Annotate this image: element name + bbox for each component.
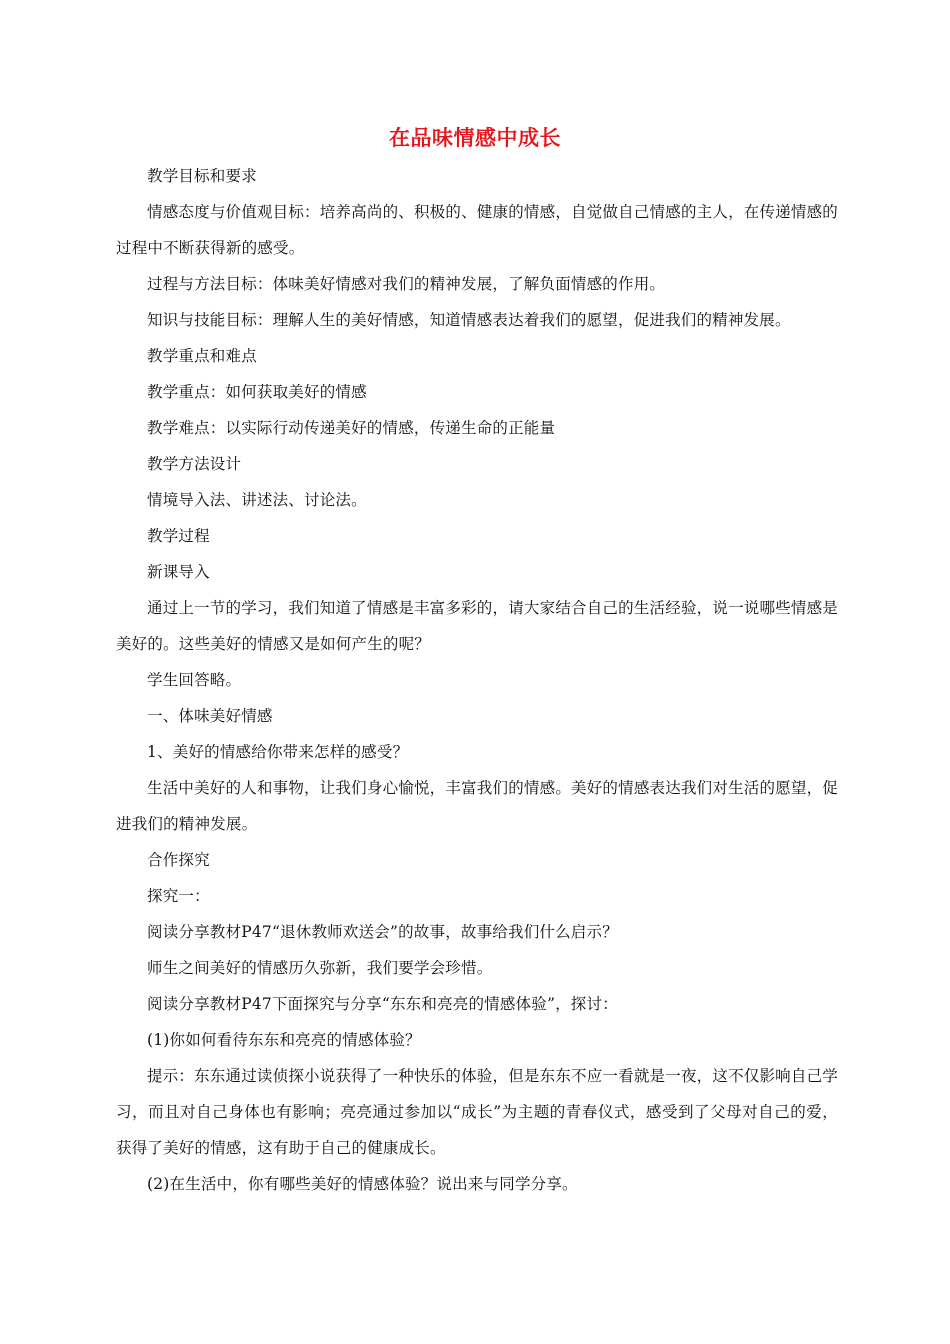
paragraph: 探究一： <box>147 887 210 905</box>
section-heading: 教学重点和难点 <box>147 347 257 365</box>
section-heading: 合作探究 <box>147 851 210 869</box>
paragraph: 教学重点：如何获取美好的情感 <box>147 383 367 401</box>
paragraph: (2)在生活中，你有哪些美好的情感体验？说出来与同学分享。 <box>147 1175 578 1193</box>
paragraph: 提示：东东通过读侦探小说获得了一种快乐的体验，但是东东不应一看就是一夜，这不仅影响自己学习，而且对自己身体也有影响；亮亮通过参加以“成长”为主题的青春仪式，感受到了父母对自己的爱，获得了美好的情感，这有助于自己的健康成长。 <box>116 1067 838 1157</box>
paragraph: 知识与技能目标：理解人生的美好情感，知道情感表达着我们的愿望，促进我们的精神发展。 <box>147 311 791 329</box>
paragraph: 过程与方法目标：体味美好情感对我们的精神发展，了解负面情感的作用。 <box>147 275 666 293</box>
paragraph: (1)你如何看待东东和亮亮的情感体验？ <box>147 1031 421 1049</box>
section-heading: 新课导入 <box>147 563 210 581</box>
section-heading: 教学过程 <box>147 527 210 545</box>
paragraph: 情感态度与价值观目标：培养高尚的、积极的、健康的情感，自觉做自己情感的主人，在传递情感的过程中不断获得新的感受。 <box>116 203 838 257</box>
paragraph: 1、美好的情感给你带来怎样的感受？ <box>147 743 409 761</box>
paragraph: 阅读分享教材P47“退休教师欢送会”的故事，故事给我们什么启示？ <box>147 923 618 941</box>
document-body <box>116 158 838 1202</box>
paragraph: 阅读分享教材P47下面探究与分享“东东和亮亮的情感体验”，探讨： <box>147 995 618 1013</box>
paragraph: 生活中美好的人和事物，让我们身心愉悦，丰富我们的情感。美好的情感表达我们对生活的愿望，促进我们的精神发展。 <box>116 779 838 833</box>
paragraph: 通过上一节的学习，我们知道了情感是丰富多彩的，请大家结合自己的生活经验，说一说哪些情感是美好的。这些美好的情感又是如何产生的呢？ <box>116 599 838 653</box>
section-heading: 一、体味美好情感 <box>147 707 273 725</box>
document-title: 在品味情感中成长 <box>389 126 561 150</box>
paragraph: 教学目标和要求 <box>147 167 257 185</box>
paragraph: 师生之间美好的情感历久弥新，我们要学会珍惜。 <box>147 959 493 977</box>
section-heading: 教学方法设计 <box>147 455 242 473</box>
paragraph: 教学难点：以实际行动传递美好的情感，传递生命的正能量 <box>147 419 556 437</box>
paragraph: 情境导入法、讲述法、讨论法。 <box>147 491 367 509</box>
paragraph: 学生回答略。 <box>147 671 242 689</box>
